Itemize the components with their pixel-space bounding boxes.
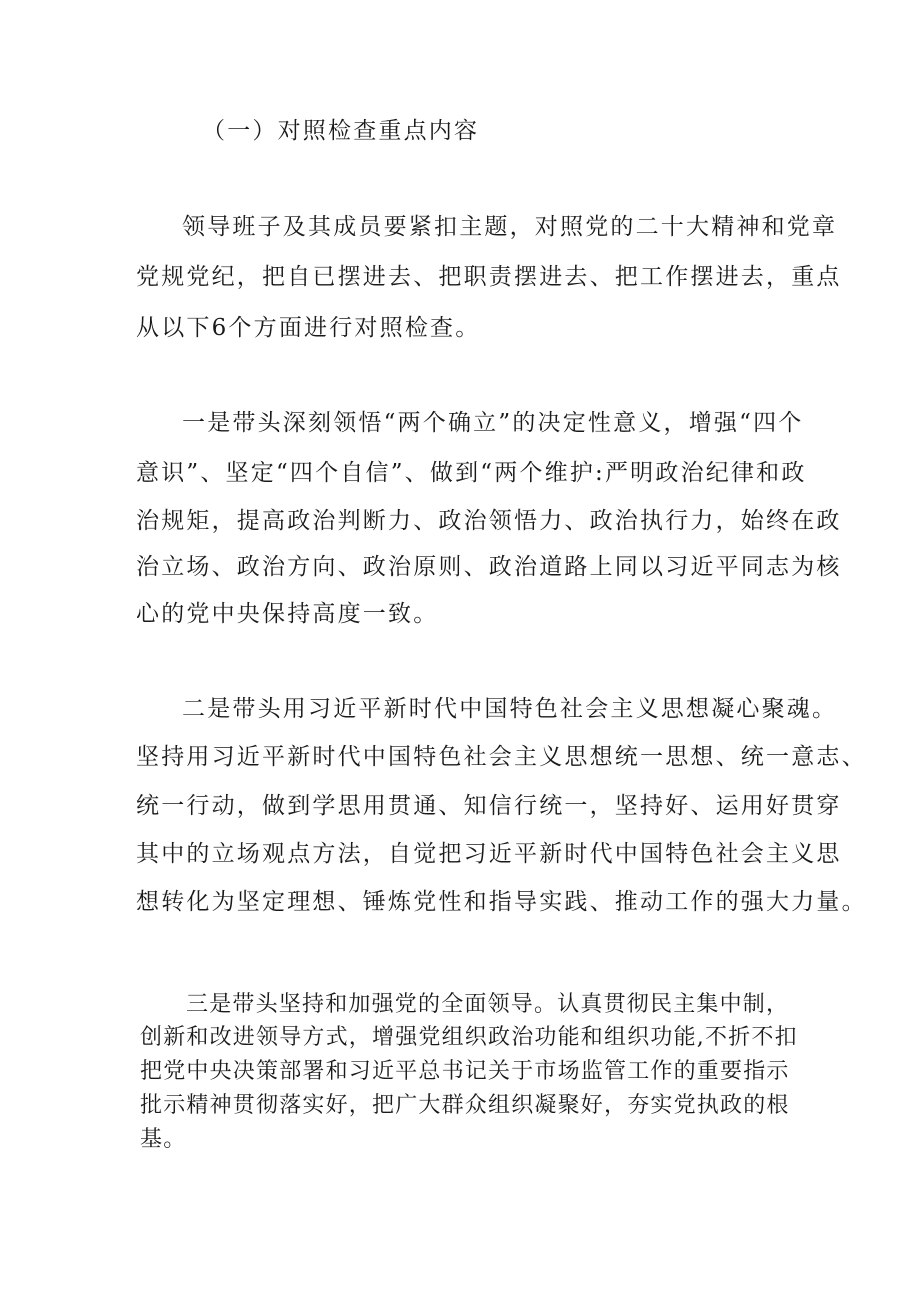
- paragraph-line: 创新和改进领导方式，增强党组织政治功能和组织功能,不折不扣: [140, 1025, 798, 1050]
- paragraph-line: 一是带头深刻领悟“两个确立”的决定性意义，增强“四个: [182, 410, 804, 436]
- paragraph-line: 把党中央决策部署和习近平总书记关于市场监管工作的重要指示: [140, 1059, 790, 1084]
- paragraph-line: 意识”、坚定“四个自信”、做到“两个维护:严明政治纪律和政: [136, 460, 807, 486]
- paragraph-line: 批示精神贯彻落实好，把广大群众组织凝聚好，夯实党执政的根: [140, 1093, 790, 1118]
- paragraph-line: 坚持用习近平新时代中国特色社会主义思想统一思想、统一意志、: [136, 744, 867, 770]
- paragraph-line: 其中的立场观点方法，自觉把习近平新时代中国特色社会主义思: [136, 841, 842, 867]
- paragraph-line: 基。: [140, 1127, 187, 1152]
- paragraph-line: 从以下6个方面进行对照检查。: [136, 315, 481, 341]
- paragraph-line: 治规矩，提高政治判断力、政治领悟力、政治执行力，始终在政: [136, 508, 842, 534]
- paragraph-line: 想转化为坚定理想、锤炼党性和指导实践、推动工作的强大力量。: [136, 889, 867, 915]
- paragraph-line: 心的党中央保持高度一致。: [136, 601, 439, 627]
- section-heading: （一）对照检查重点内容: [202, 118, 480, 144]
- paragraph-line: 二是带头用习近平新时代中国特色社会主义思想凝心聚魂。: [182, 696, 838, 722]
- paragraph-line: 统一行动，做到学思用贯通、知信行统一，坚持好、运用好贯穿: [136, 793, 842, 819]
- paragraph-line: 领导班子及其成员要紧扣主题，对照党的二十大精神和党章: [182, 214, 838, 240]
- paragraph-line: 三是带头坚持和加强党的全面领导。认真贯彻民主集中制，: [186, 992, 790, 1017]
- paragraph-line: 党规党纪，把自已摆进去、把职责摆进去、把工作摆进去，重点: [136, 264, 842, 290]
- paragraph-line: 治立场、政治方向、政治原则、政治道路上同以习近平同志为核: [136, 554, 842, 580]
